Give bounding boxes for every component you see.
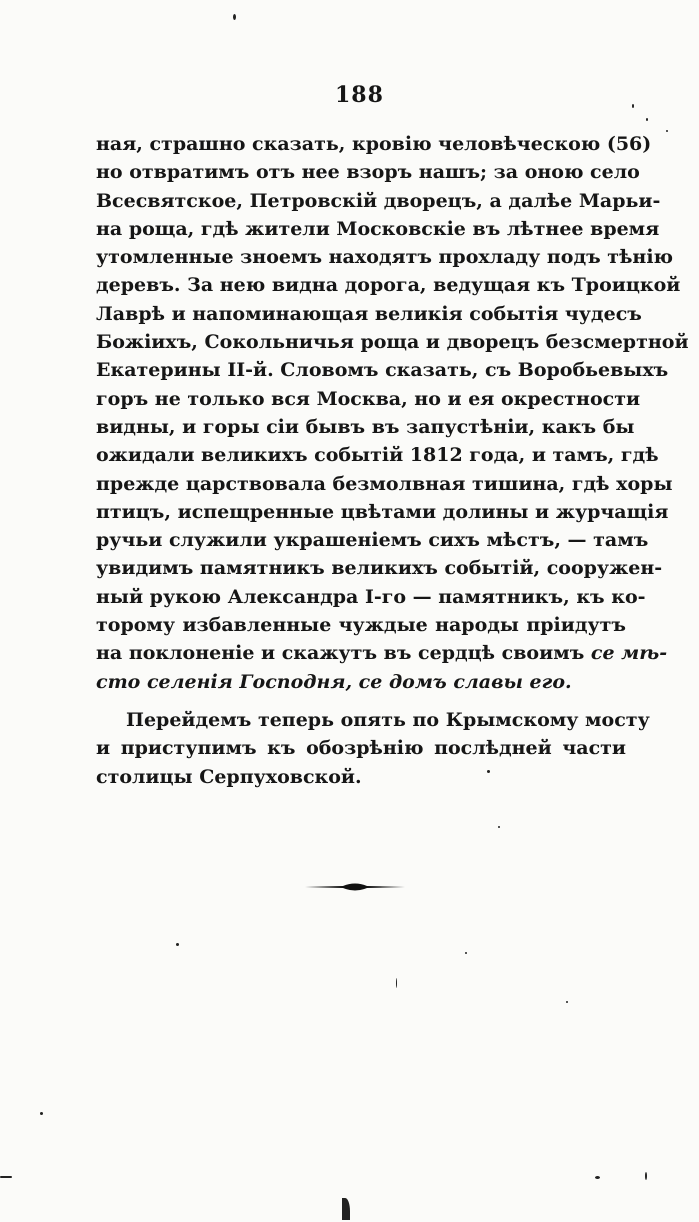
text-line: видны, и горы сіи бывъ въ запустѣніи, какъ бы xyxy=(96,415,635,438)
text-line: торому избавленные чуждые народы пріидутъ xyxy=(96,614,626,637)
text-line: утомленные зноемъ находятъ прохладу подъ тѣнію xyxy=(96,246,674,269)
print-speck xyxy=(465,952,467,954)
print-speck xyxy=(498,826,500,828)
text-line: Всесвятское, Петровскій дворецъ, а далѣе Марьи- xyxy=(96,189,661,212)
text-span: на поклоненіе и скажутъ въ сердцѣ своимъ xyxy=(96,642,585,665)
print-speck xyxy=(342,1198,350,1220)
text-line: птицъ, испещренные цвѣтами долины и журчащія xyxy=(96,500,669,523)
text-line: но отвратимъ отъ нее взоръ нашъ; за оною село xyxy=(96,161,640,184)
text-line: Екатерины II-й. Словомъ сказать, съ Воробьевыхъ xyxy=(96,359,669,382)
print-speck xyxy=(632,104,634,108)
print-speck xyxy=(487,770,490,773)
print-speck xyxy=(233,14,236,20)
text-line: Лаврѣ и напоминающая великія событія чудесъ xyxy=(96,302,642,325)
text-line: горъ не только вся Москва, но и ея окрестности xyxy=(96,387,641,410)
print-speck xyxy=(0,1176,12,1178)
body-text xyxy=(96,130,689,791)
print-speck xyxy=(396,978,397,988)
italic-quote: сто селенія Господня, се домъ славы его. xyxy=(96,670,572,693)
text-line: увидимъ памятникъ великихъ событій, сооружен- xyxy=(96,557,663,580)
text-line: ный рукою Александра I-го — памятникъ, къ ко- xyxy=(96,585,646,608)
print-speck xyxy=(666,130,668,132)
text-line: Перейдемъ теперь опять по Крымскому мосту xyxy=(126,708,650,731)
page-number: 188 xyxy=(335,82,384,108)
text-line-italic xyxy=(96,668,626,696)
print-speck xyxy=(595,1176,600,1179)
text-line: ручьи служили украшеніемъ сихъ мѣстъ, — тамъ xyxy=(96,529,649,552)
print-speck xyxy=(176,943,179,946)
text-line: деревъ. За нею видна дорога, ведущая къ Троицкой xyxy=(96,274,681,297)
print-speck xyxy=(40,1112,43,1115)
text-line: прежде царствовала безмолвная тишина, гдѣ хоры xyxy=(96,472,673,495)
print-speck xyxy=(646,118,648,121)
italic-quote: се мѣ- xyxy=(590,642,668,665)
text-line: ная, страшно сказать, кровію человѣческою (56) xyxy=(96,133,652,155)
text-line: и приступимъ къ обозрѣнію послѣдней части xyxy=(96,737,626,760)
text-line: на роща, гдѣ жители Московскіе въ лѣтнее время xyxy=(96,217,660,240)
text-line-mixed xyxy=(96,639,668,667)
print-speck xyxy=(645,1172,647,1180)
ornament-divider xyxy=(305,880,405,894)
print-speck xyxy=(566,1001,568,1003)
text-line: ожидали великихъ событій 1812 года, и тамъ, гдѣ xyxy=(96,444,659,467)
text-line: столицы Серпуховской. xyxy=(96,765,362,788)
text-line: Божіихъ, Сокольничья роща и дворецъ безсмертной xyxy=(96,331,689,354)
paragraph-gap xyxy=(96,696,626,706)
